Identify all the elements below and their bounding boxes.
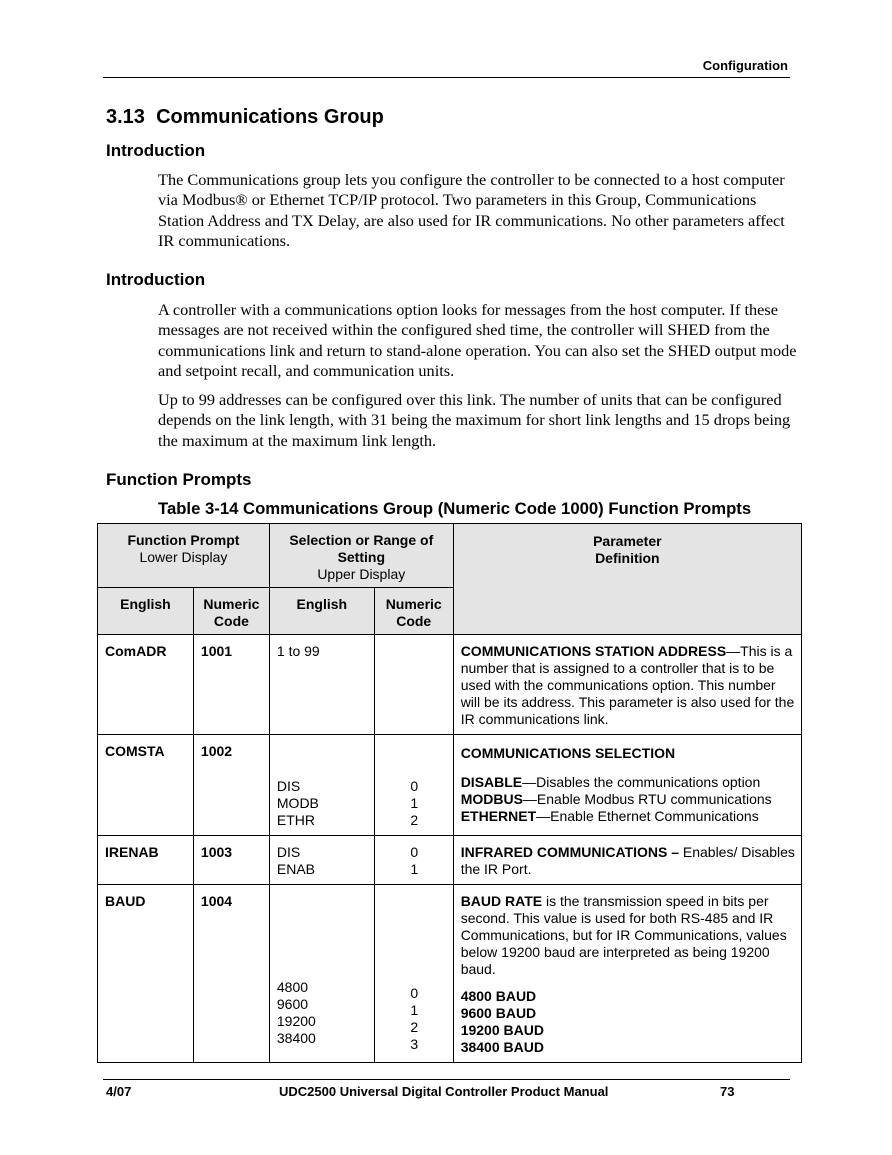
section-number: 3.13 bbox=[106, 106, 145, 128]
intro-heading-2: Introduction bbox=[106, 270, 206, 289]
selection-cell: DIS ENAB bbox=[269, 836, 374, 885]
numeric-cell: 0 1 bbox=[374, 836, 453, 885]
header-numeric-lower: Numeric Code bbox=[193, 588, 269, 635]
numeric-cell: 0 1 2 3 bbox=[374, 885, 453, 1063]
intro-heading-1: Introduction bbox=[106, 141, 206, 160]
header-english-upper: English bbox=[269, 588, 374, 635]
prompt-cell: BAUD bbox=[98, 885, 194, 1063]
numeric-cell bbox=[374, 635, 453, 735]
header-rule bbox=[103, 77, 790, 78]
section-title-text: Communications Group bbox=[156, 106, 384, 128]
section-title bbox=[106, 106, 384, 129]
intro-paragraph-3: Up to 99 addresses can be configured over this link. The number of units that can be configured depends on the link length, with 31 being the maximum for short link lengths and 15 drops being the maximum at the maximum link length. bbox=[158, 390, 791, 450]
header-selection: Selection or Range of Setting Upper Display bbox=[269, 524, 453, 588]
prompt-cell: COMSTA bbox=[98, 735, 194, 836]
header-english-lower: English bbox=[98, 588, 194, 635]
prompt-cell: IRENAB bbox=[98, 836, 194, 885]
table-row-comadr bbox=[98, 635, 802, 735]
code-cell: 1001 bbox=[193, 635, 269, 735]
prompt-cell: ComADR bbox=[98, 635, 194, 735]
table-row-irenab bbox=[98, 836, 802, 885]
table-header-row-1 bbox=[98, 524, 802, 588]
header-function-prompt: Function Prompt Lower Display bbox=[98, 524, 270, 588]
definition-cell: COMMUNICATIONS STATION ADDRESS—This is a number that is assigned to a controller that is to be used with the communications option. This number will be its address. This parameter is also used for the IR communications link. bbox=[453, 635, 801, 735]
header-parameter-definition: Parameter Definition bbox=[453, 524, 801, 635]
footer-title: UDC2500 Universal Digital Controller Product Manual bbox=[279, 1084, 609, 1099]
intro-paragraph-1: The Communications group lets you configure the controller to be connected to a host computer via Modbus® or Ethernet TCP/IP protocol. Two parameters in this Group, Communications Station Address and TX Delay, are also used for IR communications. No other parameters affect IR communications. bbox=[158, 170, 785, 251]
selection-cell: DIS MODB ETHR bbox=[269, 735, 374, 836]
definition-cell: BAUD RATE is the transmission speed in bits per second. This value is used for both RS-485 and IR Communications, but for IR Communications, values below 19200 baud are interpreted as being 19200 baud. 4800 BAUD 9600 BAUD 19200 BAUD 38400 BAUD bbox=[453, 885, 801, 1063]
code-cell: 1002 bbox=[193, 735, 269, 836]
intro-paragraph-2: A controller with a communications option looks for messages from the host computer. If these messages are not received within the configured shed time, the controller will SHED from the communications link and return to stand-alone operation. You can also set the SHED output mode and setpoint recall, and communication units. bbox=[158, 300, 797, 381]
header-numeric-upper: Numeric Code bbox=[374, 588, 453, 635]
page-number: 73 bbox=[720, 1084, 735, 1099]
selection-cell: 1 to 99 bbox=[269, 635, 374, 735]
footer-rule bbox=[103, 1079, 790, 1080]
function-prompts-table bbox=[97, 523, 802, 1063]
table-row-baud bbox=[98, 885, 802, 1063]
table-row-comsta bbox=[98, 735, 802, 836]
definition-cell: COMMUNICATIONS SELECTION DISABLE—Disables the communications option MODBUS—Enable Modbus RTU communications ETHERNET—Enable Ethernet Communications bbox=[453, 735, 801, 836]
code-cell: 1003 bbox=[193, 836, 269, 885]
table-caption: Table 3-14 Communications Group (Numeric Code 1000) Function Prompts bbox=[158, 499, 752, 518]
footer-date: 4/07 bbox=[106, 1084, 132, 1099]
function-prompts-heading: Function Prompts bbox=[106, 470, 252, 489]
selection-cell: 4800 9600 19200 38400 bbox=[269, 885, 374, 1063]
definition-cell: INFRARED COMMUNICATIONS – Enables/ Disables the IR Port. bbox=[453, 836, 801, 885]
running-header: Configuration bbox=[702, 58, 788, 73]
numeric-cell: 0 1 2 bbox=[374, 735, 453, 836]
code-cell: 1004 bbox=[193, 885, 269, 1063]
